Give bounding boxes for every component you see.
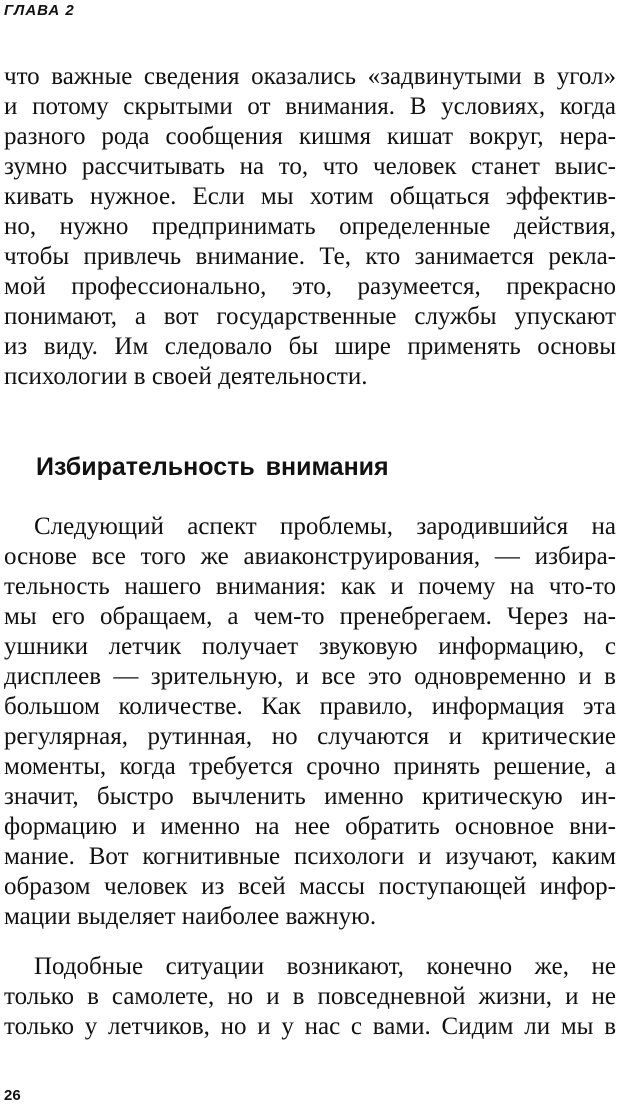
paragraph xyxy=(4,512,616,932)
text-line: ушники летчик получает звуковую информацию, с xyxy=(4,633,616,660)
text-line: чтобы привлечь внимание. Те, кто занимается рекла- xyxy=(4,243,616,270)
text-line: дисплеев — зрительную, и все это одновременно и в xyxy=(4,663,616,690)
text-line: формацию и именно на нее обратить основное вни- xyxy=(4,813,616,840)
text-line: мы его обращаем, а чем-то пренебрегаем. Через на- xyxy=(4,603,616,630)
text-line: моменты, когда требуется срочно принять решение, а xyxy=(4,753,616,780)
text-line: мание. Вот когнитивные психологи и изучают, каким xyxy=(4,843,616,870)
text-line: большом количестве. Как правило, информация эта xyxy=(4,693,616,720)
text-line: из виду. Им следовало бы шире применять основы xyxy=(4,333,616,360)
text-line: мой профессионально, это, разумеется, прекрасно xyxy=(4,273,616,300)
page-number: 26 xyxy=(4,1087,21,1104)
text-line: что важные сведения оказались «задвинутыми в угол» xyxy=(4,63,616,90)
running-head: ГЛАВА 2 xyxy=(4,2,75,19)
text-line: психологии в своей деятельности. xyxy=(4,363,368,390)
text-line: но, нужно предпринимать определенные действия, xyxy=(4,213,616,240)
text-line: разного рода сообщения кишмя кишат вокруг, нера- xyxy=(4,123,616,150)
text-line: основе все того же авиаконструирования, — избира- xyxy=(4,543,616,570)
text-line: и потому скрытыми от внимания. В условиях, когда xyxy=(4,93,616,120)
text-line: тельность нашего внимания: как и почему на что-то xyxy=(4,573,616,600)
section-heading: Избирательность внимания xyxy=(36,453,389,481)
text-line: кивать нужное. Если мы хотим общаться эффектив- xyxy=(4,183,616,210)
text-line: значит, быстро вычленить именно критическую ин- xyxy=(4,783,616,810)
text-line: понимают, а вот государственные службы упускают xyxy=(4,303,616,330)
text-line: Следующий аспект проблемы, зародившийся на xyxy=(34,513,616,540)
text-line: мации выделяет наиболее важную. xyxy=(4,903,377,930)
paragraph-continuation xyxy=(4,62,616,392)
text-line: Подобные ситуации возникают, конечно же, не xyxy=(34,953,616,980)
text-line: только у летчиков, но и у нас с вами. Сидим ли мы в xyxy=(4,1013,616,1040)
text-line: регулярная, рутинная, но случаются и критические xyxy=(4,723,616,750)
paragraph xyxy=(4,952,616,1042)
text-line: зумно рассчитывать на то, что человек станет выис- xyxy=(4,153,616,180)
text-line: образом человек из всей массы поступающей инфор- xyxy=(4,873,616,900)
text-line: только в самолете, но и в повседневной жизни, и не xyxy=(4,983,616,1010)
